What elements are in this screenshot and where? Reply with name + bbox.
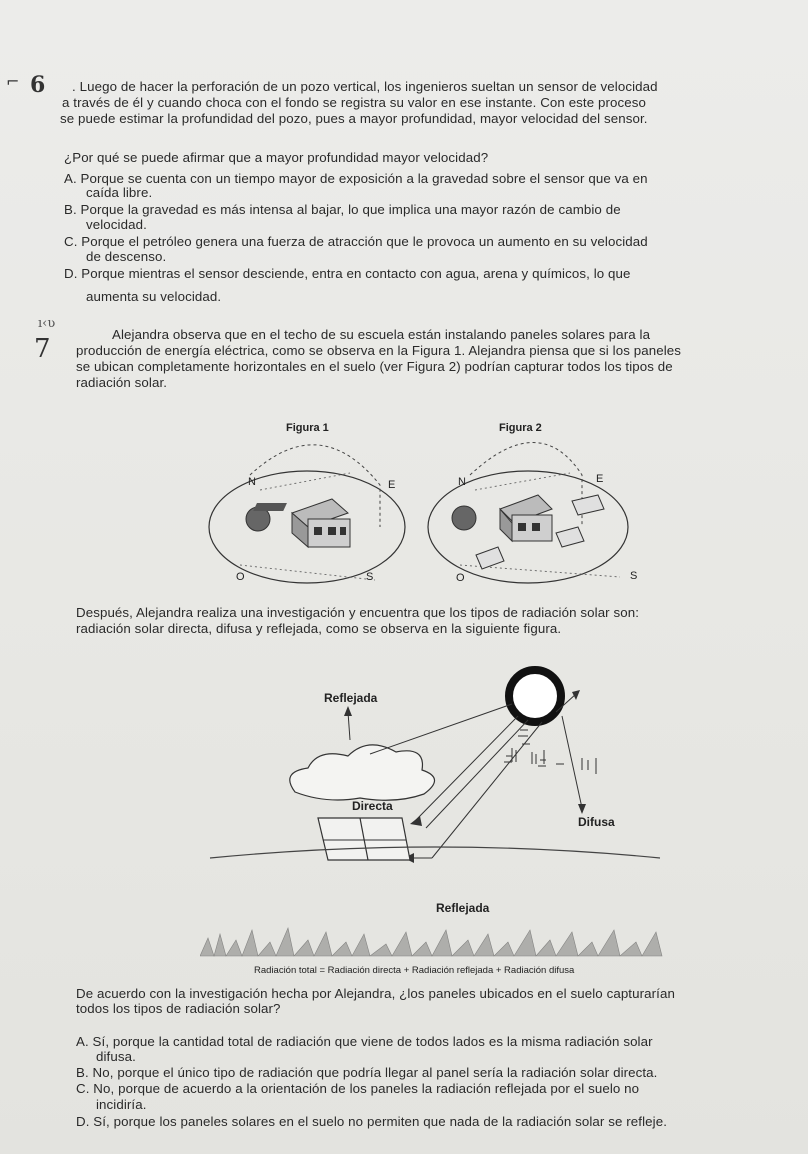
- question-7-number: 7: [34, 334, 51, 364]
- figure-2-title: Figura 2: [499, 422, 542, 434]
- q6-stem-line-3: se puede estimar la profundidad del pozo, pues a mayor profundidad, mayor velocidad del sensor.: [60, 111, 648, 126]
- label-reflejada-ground: Reflejada: [436, 901, 490, 915]
- q6-option-d-line-1[interactable]: D. Porque mientras el sensor desciende, entra en contacto con agua, arena y químicos, lo que: [64, 266, 631, 281]
- q6-option-d-line-2: aumenta su velocidad.: [86, 289, 222, 304]
- q6-option-b-line-2: velocidad.: [86, 217, 147, 232]
- ray-to-cloud: [370, 704, 512, 754]
- figures-1-2: [200, 415, 640, 593]
- q7-question-line-2: todos los tipos de radiación solar?: [76, 1001, 281, 1016]
- figure-1: [209, 422, 405, 583]
- q7-after-line-2: radiación solar directa, difusa y reflejada, como se observa en la siguiente figura.: [76, 621, 562, 636]
- q6-question: ¿Por qué se puede afirmar que a mayor profundidad mayor velocidad?: [64, 150, 489, 165]
- fig1-east-label: E: [388, 479, 396, 491]
- q7-option-c-line-2: incidiría.: [96, 1097, 147, 1112]
- margin-mark: ⌐: [6, 72, 20, 91]
- fig2-west-label: O: [456, 572, 465, 584]
- q7-stem-line-4: radiación solar.: [76, 375, 168, 390]
- q6-stem-line-1: . Luego de hacer la perforación de un pozo vertical, los ingenieros sueltan un sensor de velocidad: [72, 79, 658, 94]
- label-reflejada-top: Reflejada: [324, 691, 378, 705]
- q7-stem-line-3: se ubican completamente horizontales en el suelo (ver Figura 2) podrían capturar todos los tipos de: [76, 359, 673, 374]
- q6-option-a-line-2: caída libre.: [86, 185, 153, 200]
- q7-option-a-line-2: difusa.: [96, 1049, 136, 1064]
- solar-panel-icon: [318, 818, 410, 860]
- q6-option-b-line-1[interactable]: B. Porque la gravedad es más intensa al bajar, lo que implica una mayor razón de cambio de: [64, 202, 621, 217]
- q7-option-b-line-1[interactable]: B. No, porque el único tipo de radiación que podría llegar al panel sería la radiación solar directa.: [76, 1065, 658, 1080]
- diffuse-ray-down: [562, 716, 582, 808]
- q6-option-c-line-1[interactable]: C. Porque el petróleo genera una fuerza de atracción que le provoca un aumento en su velocidad: [64, 234, 648, 249]
- grass-strip: [200, 928, 662, 956]
- question-6-number: 6: [30, 72, 46, 98]
- tree-icon: [452, 506, 476, 530]
- q6-option-a-line-1[interactable]: A. Porque se cuenta con un tiempo mayor de exposición a la gravedad sobre el sensor que va en: [64, 171, 648, 186]
- ray-to-ground: [432, 722, 542, 858]
- label-difusa: Difusa: [578, 815, 615, 829]
- label-directa: Directa: [352, 799, 393, 813]
- figure-1-title: Figura 1: [286, 422, 329, 434]
- arrow-head: [572, 690, 580, 700]
- cloud-icon: [290, 745, 435, 800]
- q7-stem-line-1: Alejandra observa que en el techo de su escuela están instalando paneles solares para la: [112, 327, 651, 342]
- ground-line: [210, 847, 660, 858]
- fig1-north-label: N: [248, 476, 256, 488]
- radiation-diagram: [200, 660, 670, 980]
- fig2-north-label: N: [458, 476, 466, 488]
- q6-stem-line-2: a través de él y cuando choca con el fondo se registra su valor en ese instante. Con este proceso: [62, 95, 647, 110]
- fig1-south-label: S: [366, 571, 374, 583]
- arrow-head: [344, 706, 352, 716]
- ray-reflected-up: [348, 712, 350, 740]
- diagram-caption: Radiación total = Radiación directa + Radiación reflejada + Radiación difusa: [254, 965, 575, 976]
- fig1-west-label: O: [236, 571, 245, 583]
- margin-scribble: ı‹ʋ: [38, 316, 56, 331]
- q7-option-c-line-1[interactable]: C. No, porque de acuerdo a la orientación de los paneles la radiación reflejada por el suelo no: [76, 1081, 640, 1096]
- q7-question-line-1: De acuerdo con la investigación hecha por Alejandra, ¿los paneles ubicados en el suelo capturarían: [76, 986, 675, 1001]
- school-house-icon: [500, 495, 552, 541]
- direct-ray-2: [426, 720, 528, 828]
- q6-option-c-line-2: de descenso.: [86, 249, 167, 264]
- sun-icon: [509, 670, 561, 722]
- q7-after-line-1: Después, Alejandra realiza una investigación y encuentra que los tipos de radiación solar son:: [76, 605, 640, 620]
- arrow-head: [410, 816, 422, 826]
- q7-option-a-line-1[interactable]: A. Sí, porque la cantidad total de radiación que viene de todos lados es la misma radiación solar: [76, 1034, 653, 1049]
- fig2-south-label: S: [630, 570, 638, 582]
- direct-ray-1: [416, 716, 518, 820]
- figure-2: [428, 422, 637, 584]
- arrow-head: [578, 804, 586, 814]
- q7-stem-line-2: producción de energía eléctrica, como se observa en la Figura 1. Alejandra piensa que si los paneles: [76, 343, 682, 358]
- fig2-east-label: E: [596, 473, 604, 485]
- q7-option-d-line-1[interactable]: D. Sí, porque los paneles solares en el suelo no permiten que nada de la radiación solar se refleje.: [76, 1114, 667, 1129]
